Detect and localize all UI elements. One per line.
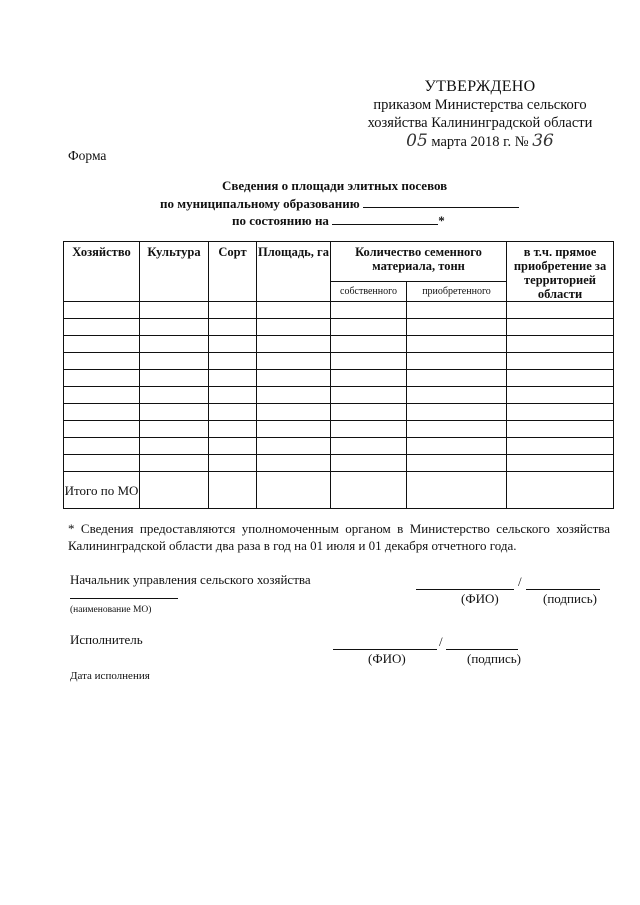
signature-line-2[interactable] xyxy=(446,649,518,650)
municipality-caption: (наименование МО) xyxy=(70,605,152,615)
fio-line-1[interactable] xyxy=(416,589,514,590)
date-blank[interactable] xyxy=(332,224,438,225)
table-row xyxy=(64,336,614,353)
date-label: по состоянию на xyxy=(232,213,329,228)
col-variety: Сорт xyxy=(209,242,257,302)
approval-order-line: приказом Министерства сельского xyxy=(373,97,587,113)
municipality-line xyxy=(160,196,519,212)
fio-caption-1: (ФИО) xyxy=(461,591,499,606)
fio-line-2[interactable] xyxy=(333,649,437,650)
col-seed-qty: Количество семенного материала, тонн xyxy=(331,242,507,282)
slash-1: / xyxy=(518,574,522,589)
executor-label: Исполнитель xyxy=(70,632,143,647)
table-row xyxy=(64,455,614,472)
head-title: Начальник управления сельского хозяйства xyxy=(70,572,311,587)
col-own: собственного xyxy=(331,282,407,302)
form-label: Форма xyxy=(68,148,107,163)
slash-2: / xyxy=(439,634,443,649)
total-row xyxy=(64,472,614,509)
approval-ministry-line: хозяйства Калининградской области xyxy=(367,115,593,131)
table-row xyxy=(64,421,614,438)
municipality-label: по муниципальному образованию xyxy=(160,196,360,211)
table-row xyxy=(64,370,614,387)
asterisk-mark: * xyxy=(438,213,445,228)
fio-caption-2: (ФИО) xyxy=(368,651,406,666)
handwritten-order-number: 36 xyxy=(532,131,554,151)
table-row xyxy=(64,387,614,404)
footnote: * Сведения предоставляются уполномоченным органом в Министерство сельского хозяйства Калининградской области два раза в год на 01 июля и 01 декабря отчетного года. xyxy=(68,521,610,553)
col-direct-purchase: в т.ч. прямое приобретение за территорией области xyxy=(507,242,614,302)
col-purchased: приобретенного xyxy=(407,282,507,302)
table-row xyxy=(64,302,614,319)
table-row xyxy=(64,404,614,421)
table-row xyxy=(64,319,614,336)
col-area: Площадь, га xyxy=(257,242,331,302)
municipality-blank[interactable] xyxy=(363,207,519,208)
approval-title: УТВЕРЖДЕНО xyxy=(424,78,536,95)
date-line xyxy=(232,213,445,229)
total-label: Итого по МО xyxy=(64,472,140,509)
signature-line-1[interactable] xyxy=(526,589,600,590)
signature-caption-1: (подпись) xyxy=(543,591,597,606)
report-title: Сведения о площади элитных посевов xyxy=(222,178,448,193)
table-row xyxy=(64,353,614,370)
col-farm: Хозяйство xyxy=(64,242,140,302)
table-row xyxy=(64,438,614,455)
approval-block xyxy=(330,78,630,151)
completion-date-label: Дата исполнения xyxy=(70,670,150,682)
col-crop: Культура xyxy=(140,242,209,302)
handwritten-day: 05 xyxy=(406,131,428,151)
approval-date-text: марта 2018 г. № xyxy=(431,134,529,150)
approval-date-line xyxy=(330,132,630,151)
crop-area-table xyxy=(63,241,614,509)
signature-caption-2: (подпись) xyxy=(467,651,521,666)
municipality-name-line[interactable] xyxy=(70,598,178,599)
